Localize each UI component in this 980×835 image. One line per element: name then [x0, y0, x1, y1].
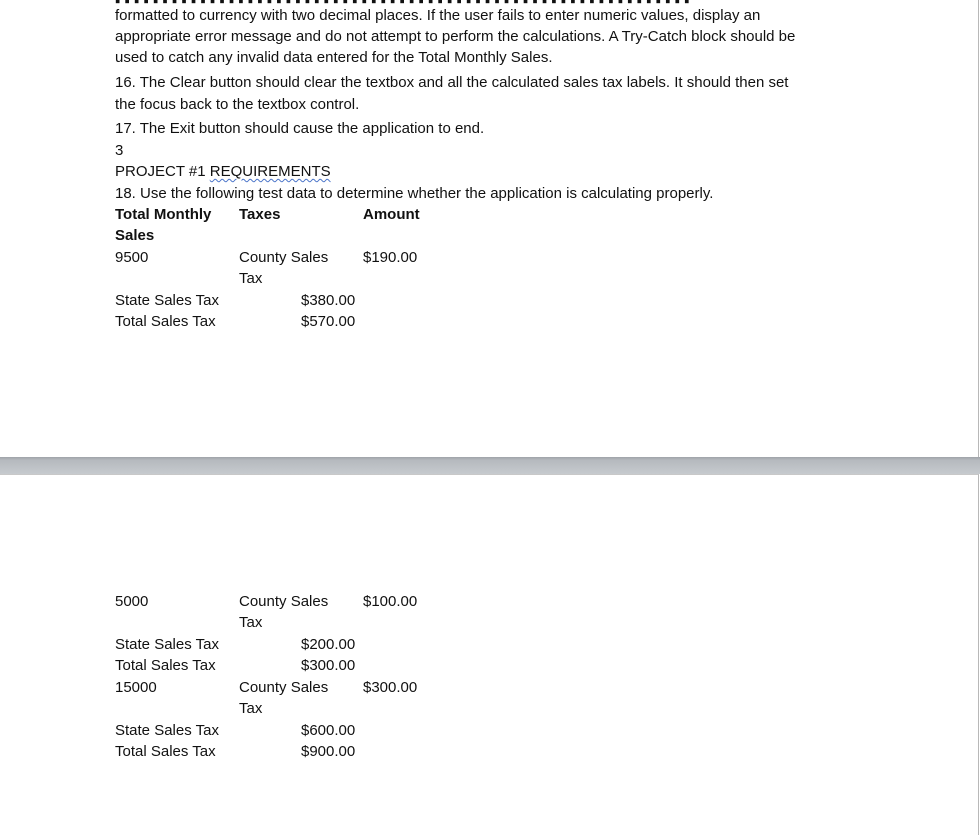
requirement-18: 18. Use the following test data to determine whether the application is calculating properly. [115, 185, 714, 202]
sales-value: 9500 [115, 249, 149, 266]
header-taxes: Taxes [239, 206, 281, 223]
document-page-2 [0, 474, 979, 835]
paragraph-line: formatted to currency with two decimal places. If the user fails to enter numeric values, display an [115, 7, 761, 24]
state-tax-label: State Sales Tax [115, 292, 219, 309]
state-tax-amount: $380.00 [301, 292, 356, 309]
paragraph-line: appropriate error message and do not attempt to perform the calculations. A Try-Catch block should be [115, 28, 796, 45]
total-tax-label: Total Sales Tax [115, 313, 216, 330]
county-tax-label: County Sales [239, 679, 329, 696]
total-tax-label: Total Sales Tax [115, 743, 216, 760]
state-tax-amount: $200.00 [301, 636, 356, 653]
county-tax-label-cont: Tax [239, 700, 263, 717]
county-tax-label-cont: Tax [239, 270, 263, 287]
sales-value: 5000 [115, 593, 149, 610]
total-tax-amount: $300.00 [301, 657, 356, 674]
page-header [115, 161, 331, 182]
state-tax-label: State Sales Tax [115, 722, 219, 739]
page-number: 3 [115, 142, 124, 159]
county-tax-amount: $190.00 [363, 249, 418, 266]
requirement-17: 17. The Exit button should cause the application to end. [115, 120, 485, 137]
total-tax-amount: $570.00 [301, 313, 356, 330]
county-tax-amount: $100.00 [363, 593, 418, 610]
header-amount: Amount [363, 206, 420, 223]
total-tax-label: Total Sales Tax [115, 657, 216, 674]
county-tax-amount: $300.00 [363, 679, 418, 696]
requirement-16-line: 16. The Clear button should clear the textbox and all the calculated sales tax labels. It should then set [115, 74, 789, 91]
header-prefix: PROJECT #1 [115, 163, 210, 180]
paragraph-line: used to catch any invalid data entered for the Total Monthly Sales. [115, 49, 553, 66]
cut-off-text-line [115, 0, 855, 4]
county-tax-label: County Sales [239, 249, 329, 266]
state-tax-label: State Sales Tax [115, 636, 219, 653]
header-word-spellcheck: REQUIREMENTS [209, 163, 331, 180]
header-sales: Sales [115, 227, 155, 244]
sales-value: 15000 [115, 679, 157, 696]
state-tax-amount: $600.00 [301, 722, 356, 739]
total-tax-amount: $900.00 [301, 743, 356, 760]
page-break-gap [0, 457, 980, 474]
header-total-monthly: Total Monthly [115, 206, 212, 223]
county-tax-label-cont: Tax [239, 614, 263, 631]
requirement-16-line: the focus back to the textbox control. [115, 96, 360, 113]
county-tax-label: County Sales [239, 593, 329, 610]
